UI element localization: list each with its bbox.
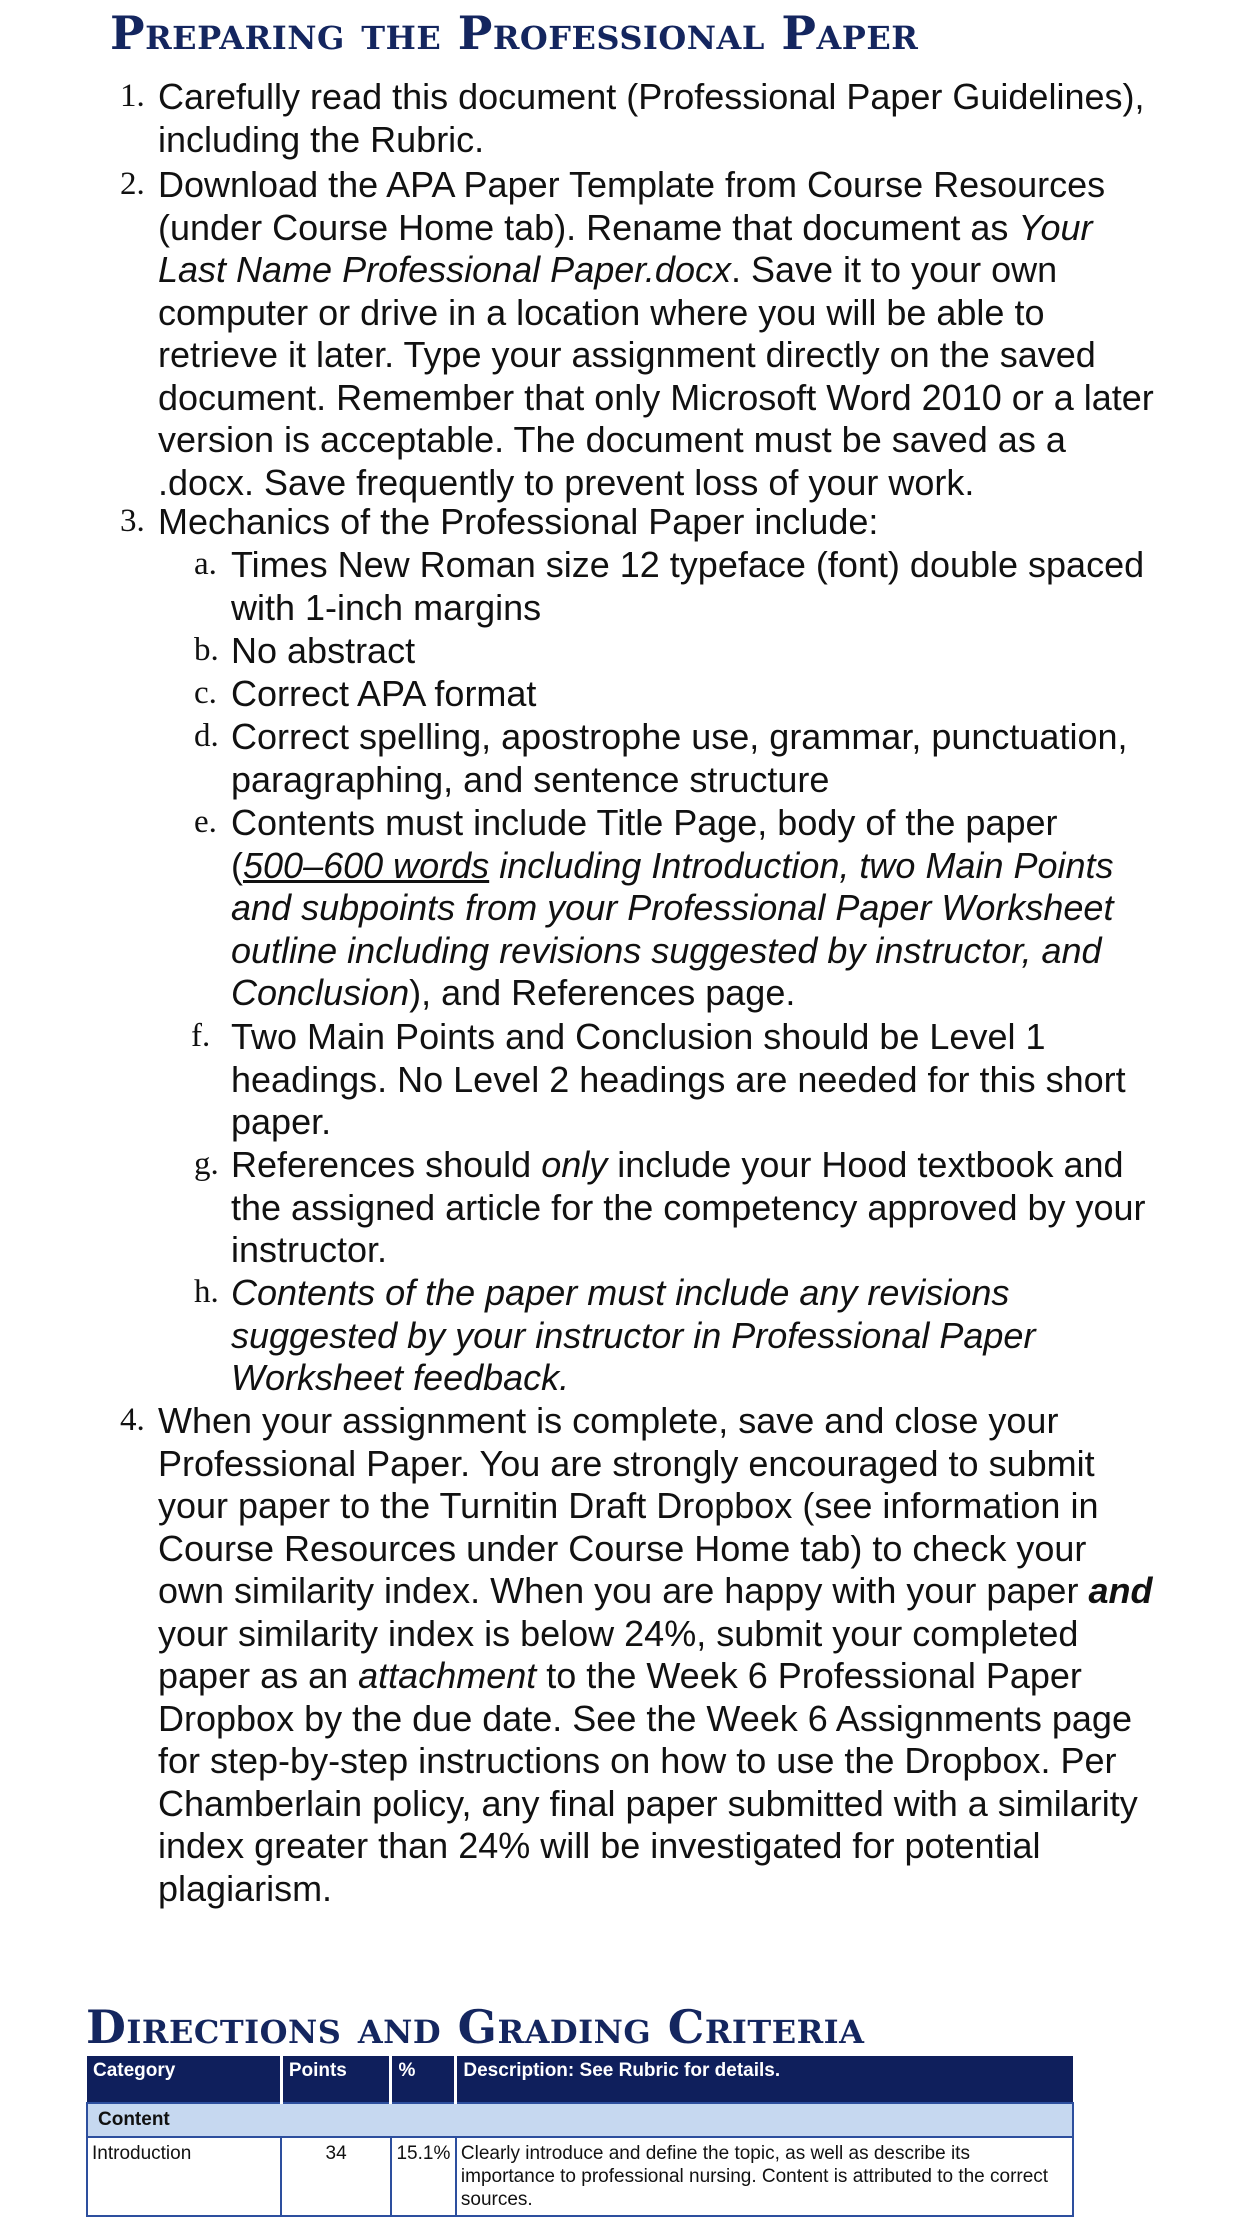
substep-letter: f. <box>191 1018 211 1054</box>
section-heading-directions: Directions and Grading Criteria <box>86 2000 865 2054</box>
step-number: 4. <box>120 1402 145 1438</box>
header-description: Description: See Rubric for details. <box>456 2056 1073 2103</box>
substep-letter: b. <box>194 632 219 668</box>
table-row <box>87 2137 1073 2216</box>
substep-letter: d. <box>194 718 219 754</box>
substep-text: No abstract <box>231 630 416 671</box>
header-category: Category <box>87 2056 281 2103</box>
step-number: 3. <box>120 503 145 539</box>
substep-letter: a. <box>194 546 217 582</box>
substep-g <box>194 1144 1151 1272</box>
header-percent: % <box>391 2056 456 2103</box>
table-header-row <box>87 2056 1073 2103</box>
substep-letter: h. <box>194 1274 219 1310</box>
step-text: Mechanics of the Professional Paper include: <box>158 501 879 542</box>
substep-text: Contents of the paper must include any revisions suggested by your instructor in Professional Paper Worksheet feedback. <box>231 1272 1036 1398</box>
substep-b <box>194 630 1151 673</box>
table-section-row <box>87 2103 1073 2137</box>
substep-a <box>194 544 1151 629</box>
header-points: Points <box>281 2056 391 2103</box>
substep-text: Contents must include Title Page, body of the paper (500–600 words including Introduction, two Main Points and subpoints from your Professional Paper Worksheet outline including revisions suggested by instructor, and Conclusion), and References page. <box>231 802 1114 1013</box>
step-2 <box>120 164 1158 504</box>
cell-percent: 15.1% <box>391 2137 456 2216</box>
step-4 <box>120 1400 1158 1910</box>
step-1 <box>120 76 1158 161</box>
substep-d <box>194 716 1151 801</box>
section-heading-preparing: Preparing the Professional Paper <box>110 6 919 60</box>
grading-criteria-table <box>86 2056 1074 2217</box>
cell-description: Clearly introduce and define the topic, as well as describe its importance to professional nursing. Content is attributed to the correct sources. <box>456 2137 1073 2216</box>
substep-letter: g. <box>194 1146 219 1182</box>
substep-f <box>191 1016 1151 1144</box>
section-label: Content <box>87 2103 1073 2137</box>
substep-letter: c. <box>194 675 217 711</box>
step-3 <box>120 501 1158 544</box>
filename-italic: Your Last Name Professional Paper.docx <box>158 206 1093 290</box>
substep-text: Correct APA format <box>231 673 537 714</box>
step-number: 2. <box>120 166 145 202</box>
substep-text: Times New Roman size 12 typeface (font) double spaced with 1-inch margins <box>231 544 1145 628</box>
step-text: When your assignment is complete, save and close your Professional Paper. You are strongly encouraged to submit your paper to the Turnitin Draft Dropbox (see information in Course Resources under Course Home tab) to check your own similarity index. When you are happy with your paper and your similarity index is below 24%, submit your completed paper as an attachment to the Week 6 Professional Paper Dropbox by the due date. See the Week 6 Assignments page for step-by-step instructions on how to use the Dropbox. Per Chamberlain policy, any final paper submitted with a similarity index greater than 24% will be investigated for potential plagiarism. <box>158 1400 1153 1909</box>
substep-text: Two Main Points and Conclusion should be Level 1 headings. No Level 2 headings are needed for this short paper. <box>231 1016 1126 1142</box>
step-text: Download the APA Paper Template from Course Resources (under Course Home tab). Rename that document as Your Last Name Professional Paper.docx. Save it to your own computer or drive in a location where you will be able to retrieve it later. Type your assignment directly on the saved document. Remember that only Microsoft Word 2010 or a later version is acceptable. The document must be saved as a .docx. Save frequently to prevent loss of your work. <box>158 164 1154 503</box>
substep-text: References should only include your Hood textbook and the assigned article for the competency approved by your instructor. <box>231 1144 1146 1270</box>
substep-letter: e. <box>194 804 217 840</box>
substep-e <box>194 802 1151 1015</box>
step-number: 1. <box>120 78 145 114</box>
substep-c <box>194 673 1151 716</box>
word-count-underlined: 500–600 words <box>243 844 490 886</box>
step-text: Carefully read this document (Professional Paper Guidelines), including the Rubric. <box>158 76 1145 160</box>
cell-category: Introduction <box>87 2137 281 2216</box>
substep-h <box>194 1272 1151 1400</box>
substep-text: Correct spelling, apostrophe use, grammar, punctuation, paragraphing, and sentence structure <box>231 716 1128 800</box>
cell-points: 34 <box>281 2137 391 2216</box>
